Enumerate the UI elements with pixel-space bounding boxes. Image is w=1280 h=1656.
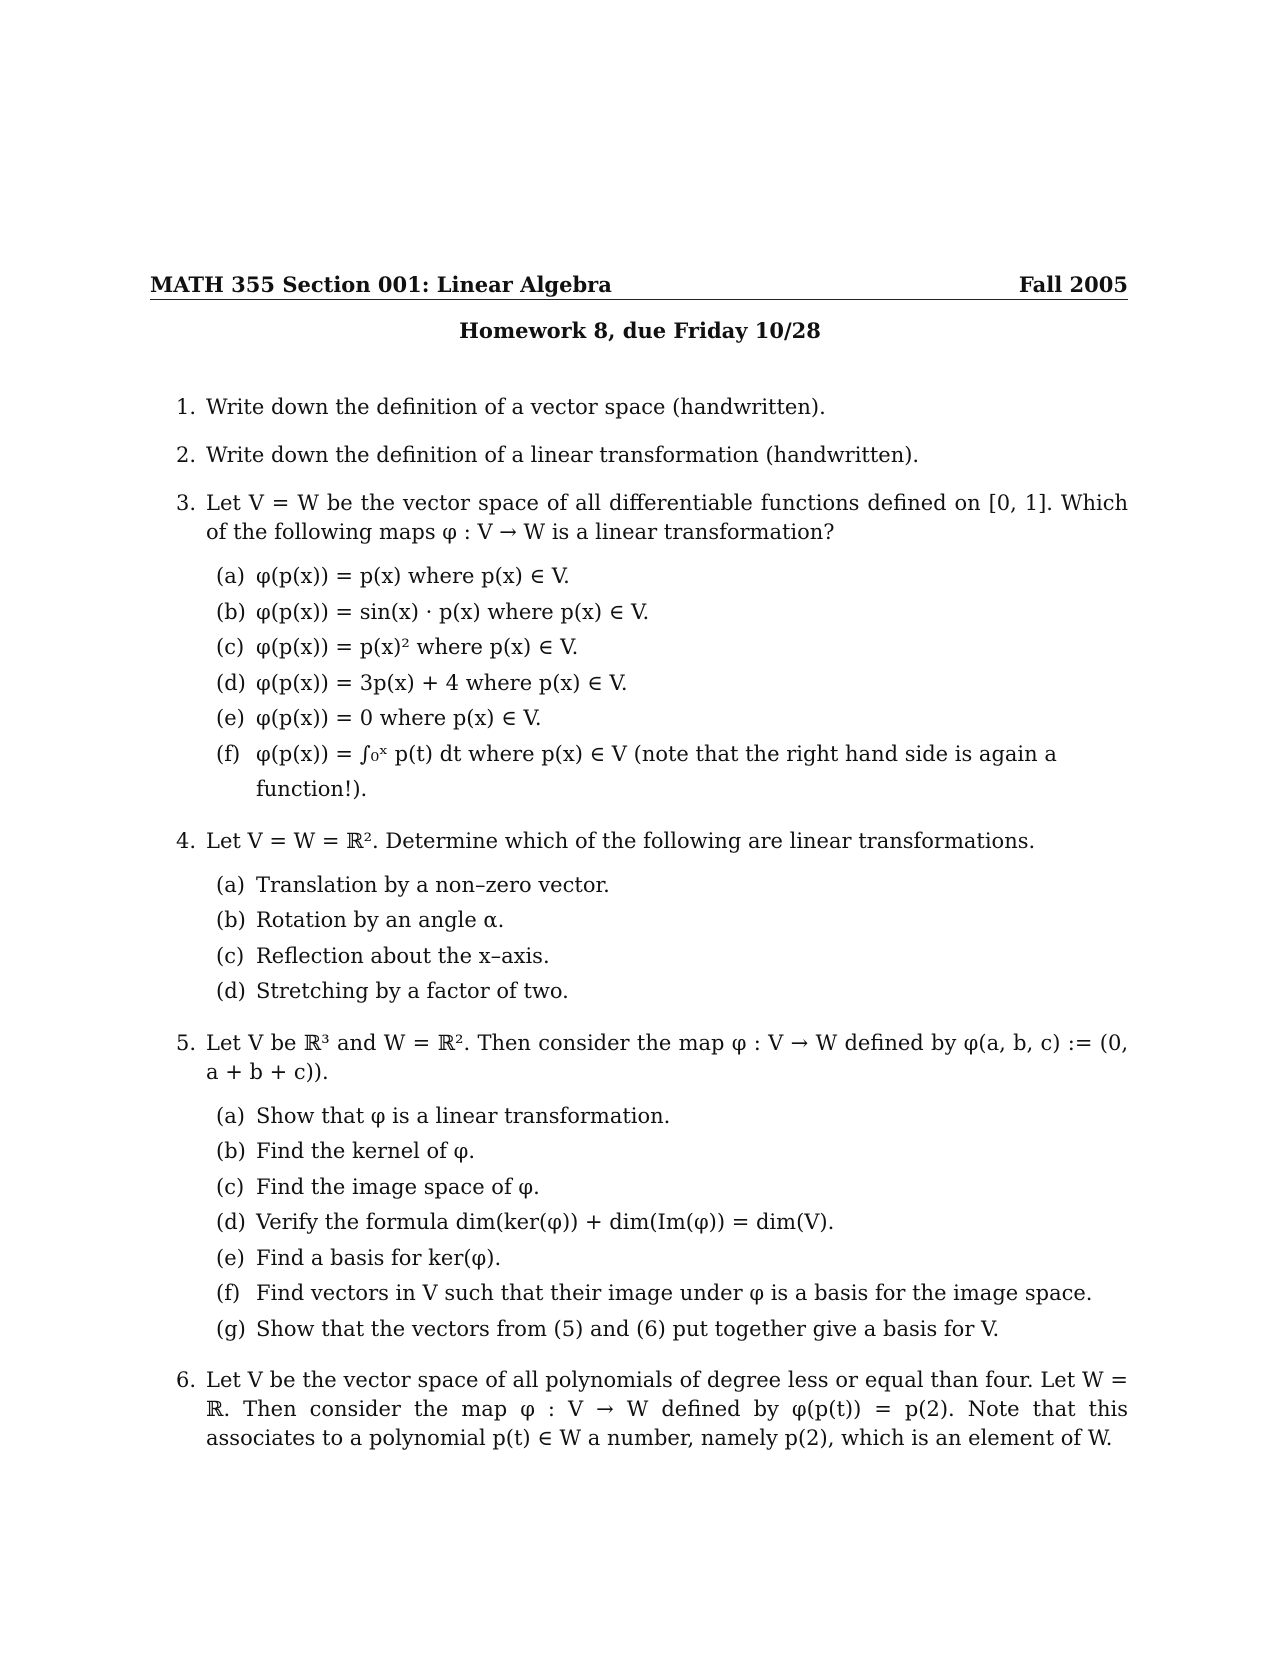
problem-text: Let V = W be the vector space of all differentiable functions defined on [0, 1]. Which of the following maps φ : V → W is a linear transformation? bbox=[206, 491, 1128, 544]
subpart bbox=[216, 939, 1128, 975]
assignment-title: Homework 8, due Friday 10/28 bbox=[459, 318, 821, 343]
subpart-label: (f) bbox=[216, 1281, 241, 1305]
course-title: MATH 355 Section 001: Linear Algebra bbox=[150, 272, 612, 297]
problem-number: 1. bbox=[176, 395, 197, 419]
subpart-text: Find the image space of φ. bbox=[256, 1174, 540, 1199]
subpart-text: Find a basis for ker(φ). bbox=[256, 1245, 502, 1270]
subpart-text: φ(p(x)) = sin(x) · p(x) where p(x) ∈ V. bbox=[256, 599, 650, 624]
problem-number: 3. bbox=[176, 491, 197, 515]
subpart bbox=[216, 1134, 1128, 1170]
subpart bbox=[216, 666, 1128, 702]
subpart bbox=[216, 868, 1128, 904]
problem-3 bbox=[176, 489, 1128, 808]
subpart-text: φ(p(x)) = 0 where p(x) ∈ V. bbox=[256, 706, 542, 730]
problem-2 bbox=[176, 441, 1128, 470]
subpart-label: (b) bbox=[216, 1139, 246, 1163]
subpart-label: (d) bbox=[216, 670, 246, 695]
subpart-text: Show that the vectors from (5) and (6) put together give a basis for V. bbox=[256, 1316, 1000, 1341]
subpart-list bbox=[206, 868, 1128, 1010]
subpart-label: (d) bbox=[216, 979, 246, 1003]
problem-5 bbox=[176, 1029, 1128, 1348]
problem-list bbox=[176, 393, 1128, 1472]
subpart-label: (c) bbox=[216, 635, 245, 659]
problem-1 bbox=[176, 393, 1128, 422]
subpart-label: (b) bbox=[216, 599, 246, 624]
subpart bbox=[216, 974, 1128, 1010]
subpart-label: (c) bbox=[216, 943, 245, 968]
subpart-text: φ(p(x)) = p(x)² where p(x) ∈ V. bbox=[256, 635, 579, 659]
subpart bbox=[216, 737, 1128, 808]
problem-6 bbox=[176, 1366, 1128, 1453]
subpart-label: (b) bbox=[216, 908, 246, 932]
problem-text: Let V be ℝ³ and W = ℝ². Then consider the map φ : V → W defined by φ(a, b, c) := (0, a + b + c)). bbox=[206, 1030, 1128, 1084]
subpart-text: Reflection about the x–axis. bbox=[256, 943, 550, 968]
subpart bbox=[216, 1241, 1128, 1277]
subpart-list bbox=[206, 559, 1128, 808]
problem-number: 6. bbox=[176, 1368, 197, 1392]
subpart bbox=[216, 903, 1128, 939]
subpart bbox=[216, 1312, 1128, 1348]
subpart bbox=[216, 559, 1128, 595]
subpart-text: Find the kernel of φ. bbox=[256, 1139, 476, 1163]
subpart bbox=[216, 1276, 1128, 1312]
subpart bbox=[216, 1205, 1128, 1241]
subpart-label: (a) bbox=[216, 872, 245, 897]
subpart-text: Rotation by an angle α. bbox=[256, 908, 505, 932]
subpart-list bbox=[206, 1099, 1128, 1348]
subpart-text: φ(p(x)) = ∫₀ˣ p(t) dt where p(x) ∈ V (note that the right hand side is again a function!). bbox=[256, 741, 1057, 801]
subpart-text: Stretching by a factor of two. bbox=[256, 979, 569, 1003]
subpart bbox=[216, 630, 1128, 666]
problem-text: Write down the definition of a linear transformation (handwritten). bbox=[206, 443, 920, 467]
subpart-text: Find vectors in V such that their image under φ is a basis for the image space. bbox=[256, 1281, 1093, 1305]
subpart-label: (f) bbox=[216, 741, 241, 766]
subpart-text: Show that φ is a linear transformation. bbox=[256, 1103, 671, 1128]
subpart-label: (d) bbox=[216, 1210, 246, 1234]
subpart-text: Translation by a non–zero vector. bbox=[256, 872, 610, 897]
subpart bbox=[216, 701, 1128, 737]
subpart bbox=[216, 1170, 1128, 1206]
subpart-text: Verify the formula dim(ker(φ)) + dim(Im(φ)) = dim(V). bbox=[256, 1210, 835, 1234]
page-header bbox=[150, 272, 1128, 300]
subpart-text: φ(p(x)) = p(x) where p(x) ∈ V. bbox=[256, 564, 570, 588]
problem-text: Write down the definition of a vector space (handwritten). bbox=[206, 395, 826, 419]
subpart-text: φ(p(x)) = 3p(x) + 4 where p(x) ∈ V. bbox=[256, 670, 628, 695]
problem-number: 2. bbox=[176, 443, 197, 467]
problem-4 bbox=[176, 827, 1128, 1010]
subpart-label: (c) bbox=[216, 1174, 245, 1199]
subpart-label: (a) bbox=[216, 564, 245, 588]
problem-number: 4. bbox=[176, 828, 197, 853]
subpart-label: (e) bbox=[216, 1245, 245, 1270]
subpart-label: (a) bbox=[216, 1103, 245, 1128]
problem-number: 5. bbox=[176, 1030, 197, 1055]
subpart bbox=[216, 595, 1128, 631]
term: Fall 2005 bbox=[1018, 272, 1128, 297]
subpart-label: (e) bbox=[216, 706, 245, 730]
subpart-label: (g) bbox=[216, 1316, 246, 1341]
subpart bbox=[216, 1099, 1128, 1135]
problem-text: Let V = W = ℝ². Determine which of the following are linear transformations. bbox=[206, 828, 1036, 853]
problem-text: Let V be the vector space of all polynomials of degree less or equal than four. Let W = ℝ. Then consider the map φ : V → W defined by φ(p(t)) = p(2). Note that this associates to a polynomial p(t) ∈ W a number, namely p(2), which is an element of W. bbox=[206, 1368, 1128, 1450]
